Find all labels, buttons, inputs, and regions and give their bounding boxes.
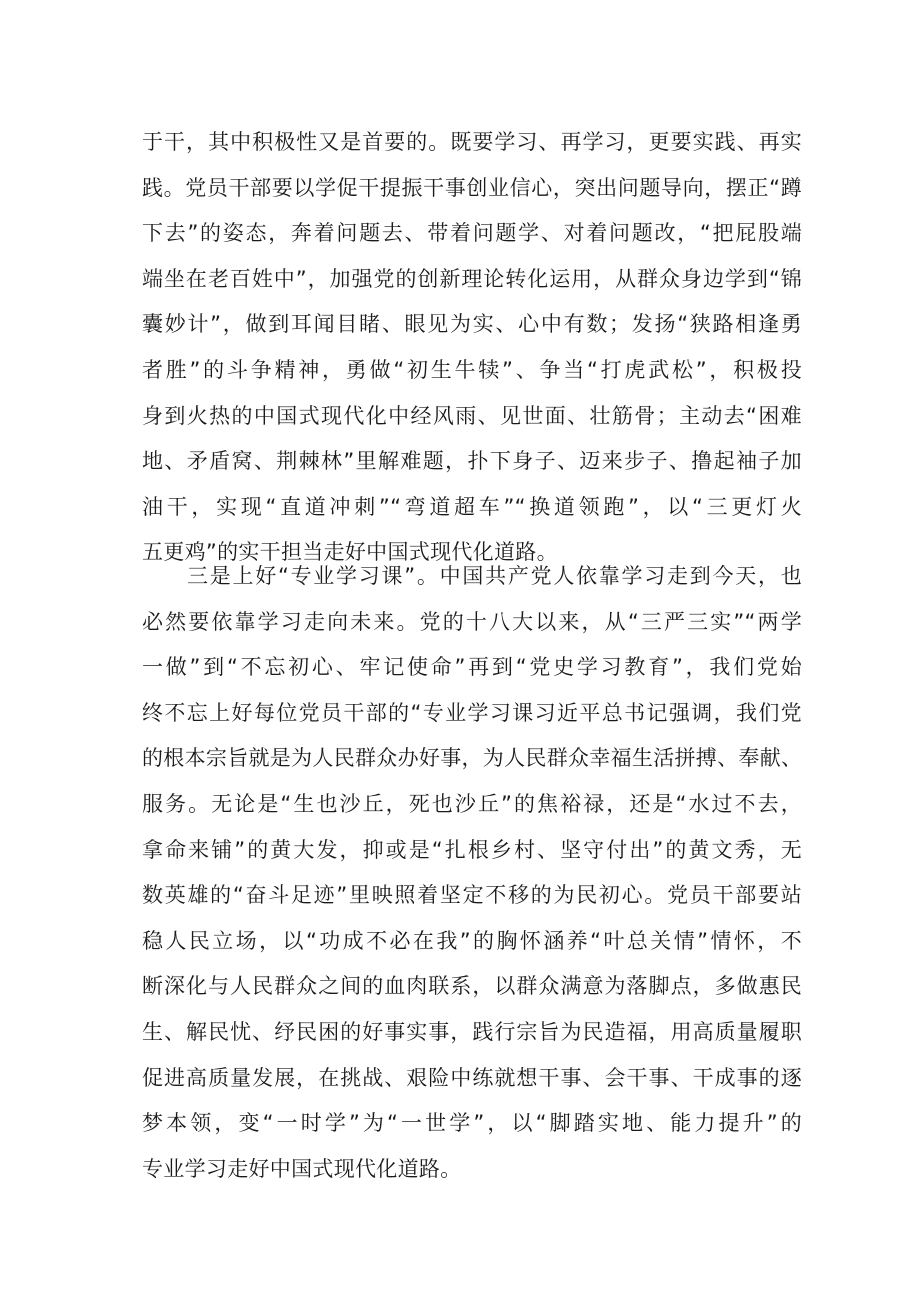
text-line: 服务。无论是“生也沙丘，死也沙丘”的焦裕禄，还是“水过不去， <box>142 791 802 816</box>
text-line: 下去”的姿态，奔着问题去、带着问题学、对着问题改，“把屁股端 <box>142 221 802 246</box>
text-line: 者胜”的斗争精神，勇做“初生牛犊”、争当“打虎武松”，积极投 <box>142 357 802 382</box>
text-line: 专业学习走好中国式现代化道路。 <box>142 1156 462 1181</box>
text-line: 油干，实现“直道冲刺”“弯道超车”“换道领跑”，以“三更灯火 <box>142 494 802 519</box>
text-line: 促进高质量发展，在挑战、艰险中练就想干事、会干事、干成事的逐 <box>142 1065 802 1090</box>
text-line: 地、矛盾窝、荆棘林”里解难题，扑下身子、迈来步子、撸起袖子加 <box>142 449 802 474</box>
text-line: 端坐在老百姓中”，加强党的创新理论转化运用，从群众身边学到“锦 <box>142 266 802 291</box>
text-line: 身到火热的中国式现代化中经风雨、见世面、壮筋骨；主动去“困难 <box>142 403 802 428</box>
text-line: 三是上好“专业学习课”。中国共产党人依靠学习走到今天，也 <box>187 564 802 588</box>
text-line: 囊妙计”，做到耳闻目睹、眼见为实、心中有数；发扬“狭路相逢勇 <box>142 312 802 337</box>
paragraph-2 <box>142 554 802 1192</box>
text-line: 一做”到“不忘初心、牢记使命”再到“党史学习教育”，我们党始 <box>142 655 802 680</box>
text-line: 的根本宗旨就是为人民群众办好事，为人民群众幸福生活拼搏、奉献、 <box>142 746 803 771</box>
text-line: 拿命来铺”的黄大发，抑或是“扎根乡村、坚守付出”的黄文秀，无 <box>142 837 802 862</box>
text-line: 践。党员干部要以学促干提振干事创业信心，突出问题导向，摆正“蹲 <box>142 175 802 200</box>
text-line: 稳人民立场，以“功成不必在我”的胸怀涵养“叶总关情”情怀，不 <box>142 928 802 953</box>
paragraph-1 <box>142 120 802 576</box>
text-line: 于干，其中积极性又是首要的。既要学习、再学习，更要实践、再实 <box>142 130 802 154</box>
text-line: 数英雄的“奋斗足迹”里映照着坚定不移的为民初心。党员干部要站 <box>142 883 802 908</box>
text-line: 终不忘上好每位党员干部的“专业学习课习近平总书记强调，我们党 <box>142 700 802 725</box>
text-line: 五更鸡”的实干担当走好中国式现代化道路。 <box>142 540 558 565</box>
text-line: 必然要依靠学习走向未来。党的十八大以来，从“三严三实”“两学 <box>142 609 802 634</box>
text-line: 梦本领，变“一时学”为“一世学”，以“脚踏实地、能力提升”的 <box>142 1111 802 1136</box>
text-line: 生、解民忧、纾民困的好事实事，践行宗旨为民造福，用高质量履职 <box>142 1019 802 1044</box>
text-line: 断深化与人民群众之间的血肉联系，以群众满意为落脚点，多做惠民 <box>142 974 802 999</box>
